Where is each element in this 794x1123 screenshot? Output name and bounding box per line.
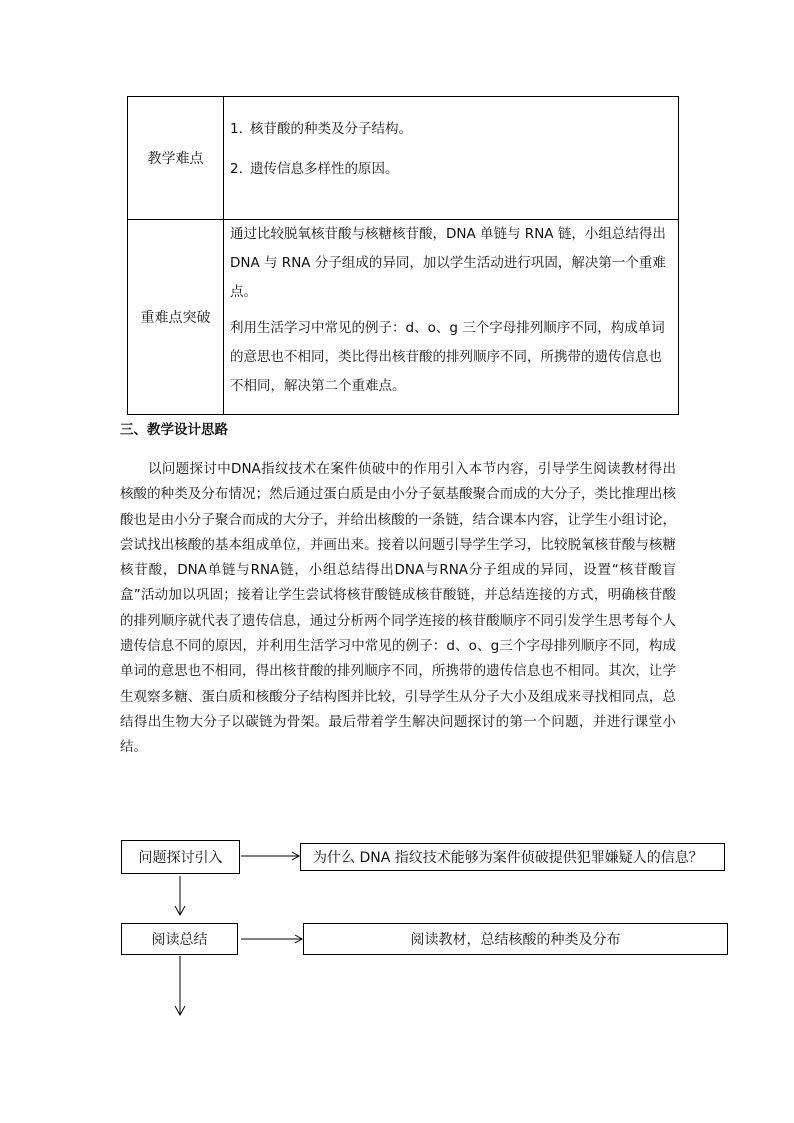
breakthrough-label: 重难点突破: [128, 220, 224, 415]
item-number: 2.: [230, 161, 243, 177]
breakthrough-paragraph-1: 通过比较脱氧核苷酸与核糖核苷酸，DNA 单链与 RNA 链，小组总结得出 DNA 与 RNA 分子组成的异同，加以学生活动进行巩固，解决第一个重难点。: [230, 226, 666, 300]
flow-step-intro-desc: 为什么 DNA 指纹技术能够为案件侦破提供犯罪嫌疑人的信息？: [300, 843, 725, 871]
design-paragraph: 以问题探讨中DNA指纹技术在案件侦破中的作用引入本节内容，引导学生阅读教材得出核酸的种类及分布情况；然后通过蛋白质是由小分子氨基酸聚合而成的大分子，类比推理出核酸也是由小分子聚合而成的大分子，并给出核酸的一条链，结合课本内容，让学生小组讨论，尝试找出核酸的基本组成单位，并画出来。接着以问题引导学生学习，比较脱氧核苷酸与核糖核苷酸，DNA单链与RNA链，小组总结得出DNA与RNA分子组成的异同，设置“核苷酸盲盒”活动加以巩固；接着让学生尝试将核苷酸链成核苷酸链，并总结连接的方式，明确核苷酸的排列顺序就代表了遗传信息，通过分析两个同学连接的核苷酸顺序不同引发学生思考每个人遗传信息不同的原因，并利用生活学习中常见的例子：d、o、g三个字母排列顺序不同，构成单词的意思也不相同，得出核苷酸的排列顺序不同，所携带的遗传信息也不相同。其次，让学生观察多糖、蛋白质和核酸分子结构图并比较，引导学生从分子大小及组成来寻找相同点，总结得出生物大分子以碳链为骨架。最后带着学生解决问题探讨的第一个问题，并进行课堂小结。: [120, 461, 676, 756]
item-text: 遗传信息多样性的原因。: [250, 161, 399, 177]
arrow-down-icon: [175, 956, 185, 1015]
arrow-right-icon: [241, 935, 302, 943]
flow-step-reading-desc: 阅读教材，总结核酸的种类及分布: [303, 923, 728, 955]
flow-step-intro: 问题探讨引入: [121, 840, 240, 874]
flow-step-reading: 阅读总结: [121, 923, 238, 955]
section-heading: 三、教学设计思路: [120, 422, 228, 438]
arrow-down-icon: [175, 876, 185, 915]
item-number: 1.: [230, 121, 243, 137]
breakthrough-paragraph-2: 利用生活学习中常见的例子：d、o、g 三个字母排列顺序不同，构成单词的意思也不相同，类比得出核苷酸的排列顺序不同，所携带的遗传信息也不相同，解决第二个重难点。: [230, 320, 665, 394]
item-text: 核苷酸的种类及分子结构。: [250, 121, 412, 137]
arrow-right-icon: [241, 852, 299, 860]
difficulty-label: 教学难点: [128, 97, 224, 220]
